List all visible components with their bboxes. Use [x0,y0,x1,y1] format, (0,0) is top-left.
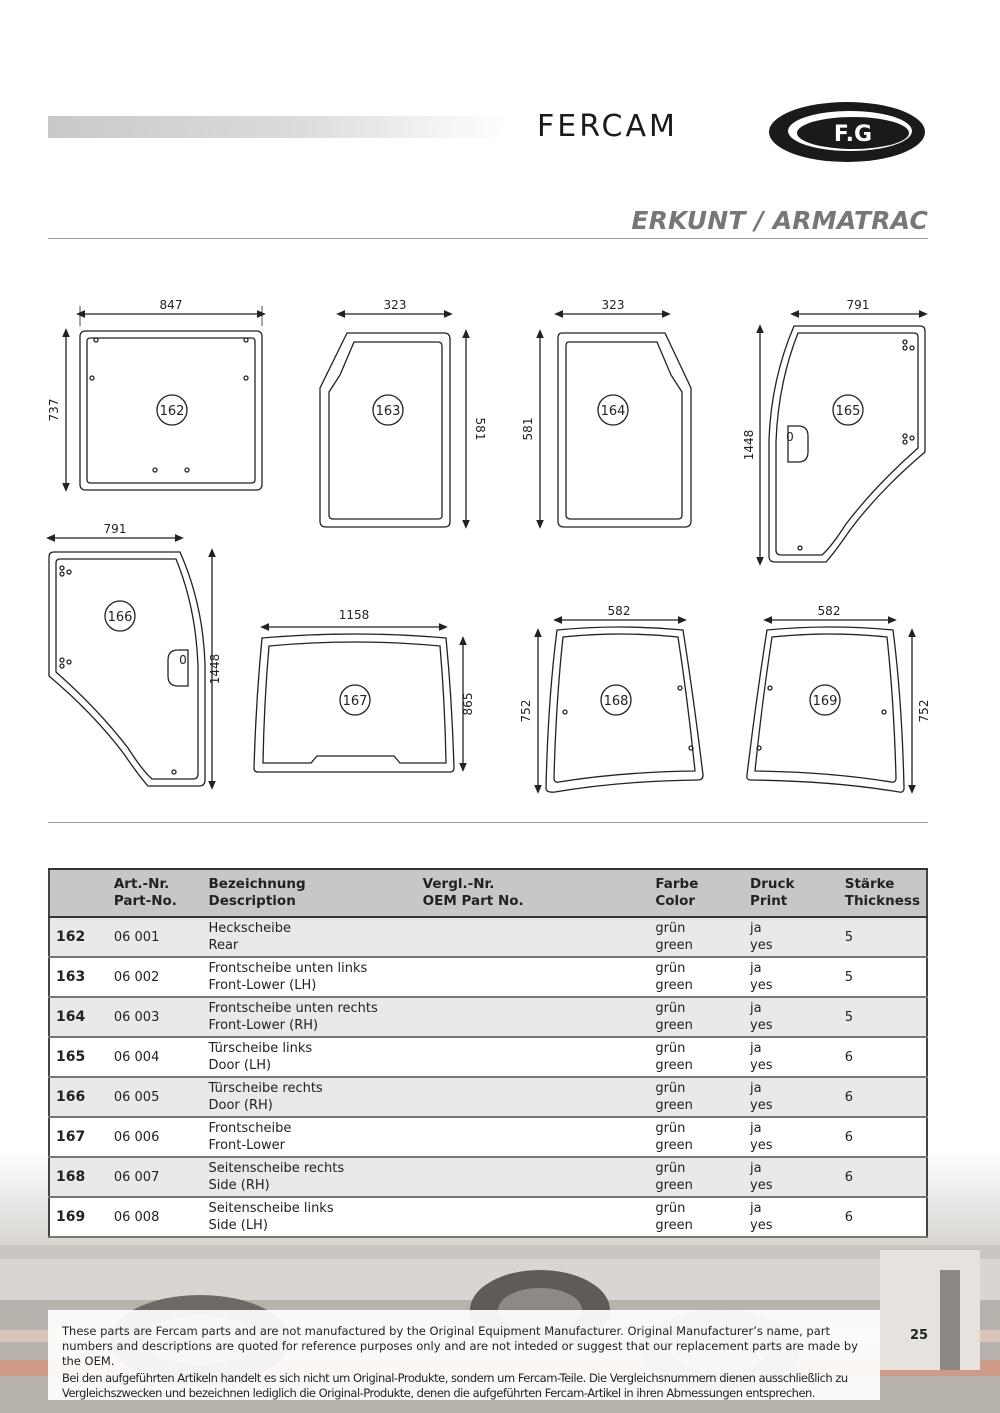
part-label-165: 165 [835,404,861,419]
disclaimer-de: Bei den aufgeführten Artikeln handelt es sich nicht um Original-Produkte, sondern um Fercam-Teile. Die Vergleichsnummern dienen ausschließlich zu Vergleichszwecken und bezeichnen lediglich die Original-Produkte, denen die aufgeführten Fercam-Artikel in ihren Abmessungen entsprechen. [62,1371,848,1400]
table-row [49,1117,927,1157]
table-header-row [49,869,927,917]
diagram-166 [49,538,212,786]
header-num [49,869,108,917]
row-art-no: 06 003 [108,997,203,1037]
row-num: 168 [49,1157,108,1197]
row-color: grün green [649,1117,744,1157]
row-thickness: 6 [839,1197,927,1237]
row-color: grün green [649,917,744,957]
row-description: Seitenscheibe links Side (LH) [203,1197,417,1237]
row-thickness: 5 [839,917,927,957]
row-description: Frontscheibe unten rechts Front-Lower (RH) [203,997,417,1037]
dim-168-width: 582 [607,604,631,618]
row-num: 163 [49,957,108,997]
table-row [49,917,927,957]
row-description: Frontscheibe unten links Front-Lower (LH) [203,957,417,997]
part-label-168: 168 [603,694,629,709]
part-label-163: 163 [375,404,401,419]
row-print: ja yes [744,1197,839,1237]
part-label-169: 169 [812,694,838,709]
row-description: Heckscheibe Rear [203,917,417,957]
dim-162-width: 847 [159,298,183,312]
row-print: ja yes [744,997,839,1037]
row-thickness: 5 [839,957,927,997]
row-color: grün green [649,1157,744,1197]
diagrams-divider [48,822,928,823]
dim-165-width: 791 [846,298,870,312]
dim-169-height: 752 [917,699,931,723]
row-description: Türscheibe rechts Door (RH) [203,1077,417,1117]
dim-167-height: 865 [461,692,475,716]
header-print: Druck Print [744,869,839,917]
row-num: 164 [49,997,108,1037]
table-row [49,1037,927,1077]
diagram-165 [760,314,925,562]
part-label-167: 167 [342,694,368,709]
diagram-163 [320,314,466,527]
row-oem [417,957,650,997]
diagram-162 [66,306,262,490]
part-label-162: 162 [159,404,185,419]
row-art-no: 06 006 [108,1117,203,1157]
row-art-no: 06 002 [108,957,203,997]
dim-163-height: 581 [473,417,487,441]
dim-169-width: 582 [817,604,841,618]
row-thickness: 6 [839,1117,927,1157]
row-print: ja yes [744,917,839,957]
dim-164-height: 581 [521,417,535,441]
header-color: Farbe Color [649,869,744,917]
row-oem [417,1117,650,1157]
dim-166-height: 1448 [208,653,222,685]
row-oem [417,1157,650,1197]
part-label-164: 164 [600,404,626,419]
row-color: grün green [649,1077,744,1117]
dim-167-width: 1158 [338,608,370,622]
row-art-no: 06 001 [108,917,203,957]
row-num: 165 [49,1037,108,1077]
row-art-no: 06 004 [108,1037,203,1077]
header-description: Bezeichnung Description [203,869,417,917]
page-number: 25 [910,1328,929,1343]
row-num: 169 [49,1197,108,1237]
part-label-166: 166 [107,610,133,625]
table-row [49,1157,927,1197]
row-thickness: 6 [839,1157,927,1197]
row-thickness: 6 [839,1077,927,1117]
row-color: grün green [649,957,744,997]
row-num: 162 [49,917,108,957]
row-oem [417,917,650,957]
row-print: ja yes [744,1157,839,1197]
row-print: ja yes [744,957,839,997]
disclaimer-box [48,1310,880,1400]
row-art-no: 06 008 [108,1197,203,1237]
dim-164-width: 323 [601,298,625,312]
dim-166-width: 791 [103,522,127,536]
disclaimer-en: These parts are Fercam parts and are not manufactured by the Original Equipment Manufacturer. Original Manufacturer’s name, part numbers and descriptions are quoted for reference purposes only and are not inteded or suggest that our replacement parts are made by the OEM. [62,1324,858,1368]
row-num: 166 [49,1077,108,1117]
dim-162-height: 737 [47,398,61,422]
header-oem: Vergl.-Nr. OEM Part No. [417,869,650,917]
row-thickness: 6 [839,1037,927,1077]
row-color: grün green [649,997,744,1037]
row-oem [417,1037,650,1077]
row-print: ja yes [744,1077,839,1117]
row-thickness: 5 [839,997,927,1037]
row-oem [417,1197,650,1237]
row-art-no: 06 007 [108,1157,203,1197]
row-print: ja yes [744,1037,839,1077]
header-thickness: Stärke Thickness [839,869,927,917]
row-description: Seitenscheibe rechts Side (RH) [203,1157,417,1197]
row-num: 167 [49,1117,108,1157]
dim-163-width: 323 [383,298,407,312]
row-art-no: 06 005 [108,1077,203,1117]
logo-wordmark: FERCAM [537,109,678,144]
header-part-no: Art.-Nr. Part-No. [108,869,203,917]
page-title: ERKUNT / ARMATRAC [631,206,928,235]
row-oem [417,997,650,1037]
row-description: Türscheibe links Door (LH) [203,1037,417,1077]
row-description: Frontscheibe Front-Lower [203,1117,417,1157]
row-color: grün green [649,1037,744,1077]
table-row [49,1197,927,1237]
row-oem [417,1077,650,1117]
table-row [49,997,927,1037]
dim-165-height: 1448 [742,429,756,461]
parts-table [48,868,928,1238]
hole-label-166: 0 [179,653,187,667]
diagram-164 [540,314,691,527]
row-color: grün green [649,1197,744,1237]
table-row [49,957,927,997]
row-print: ja yes [744,1117,839,1157]
dim-168-height: 752 [519,699,533,723]
logo-badge-text: F.G [833,122,873,147]
table-row [49,1077,927,1117]
hole-label-165: 0 [786,430,794,444]
